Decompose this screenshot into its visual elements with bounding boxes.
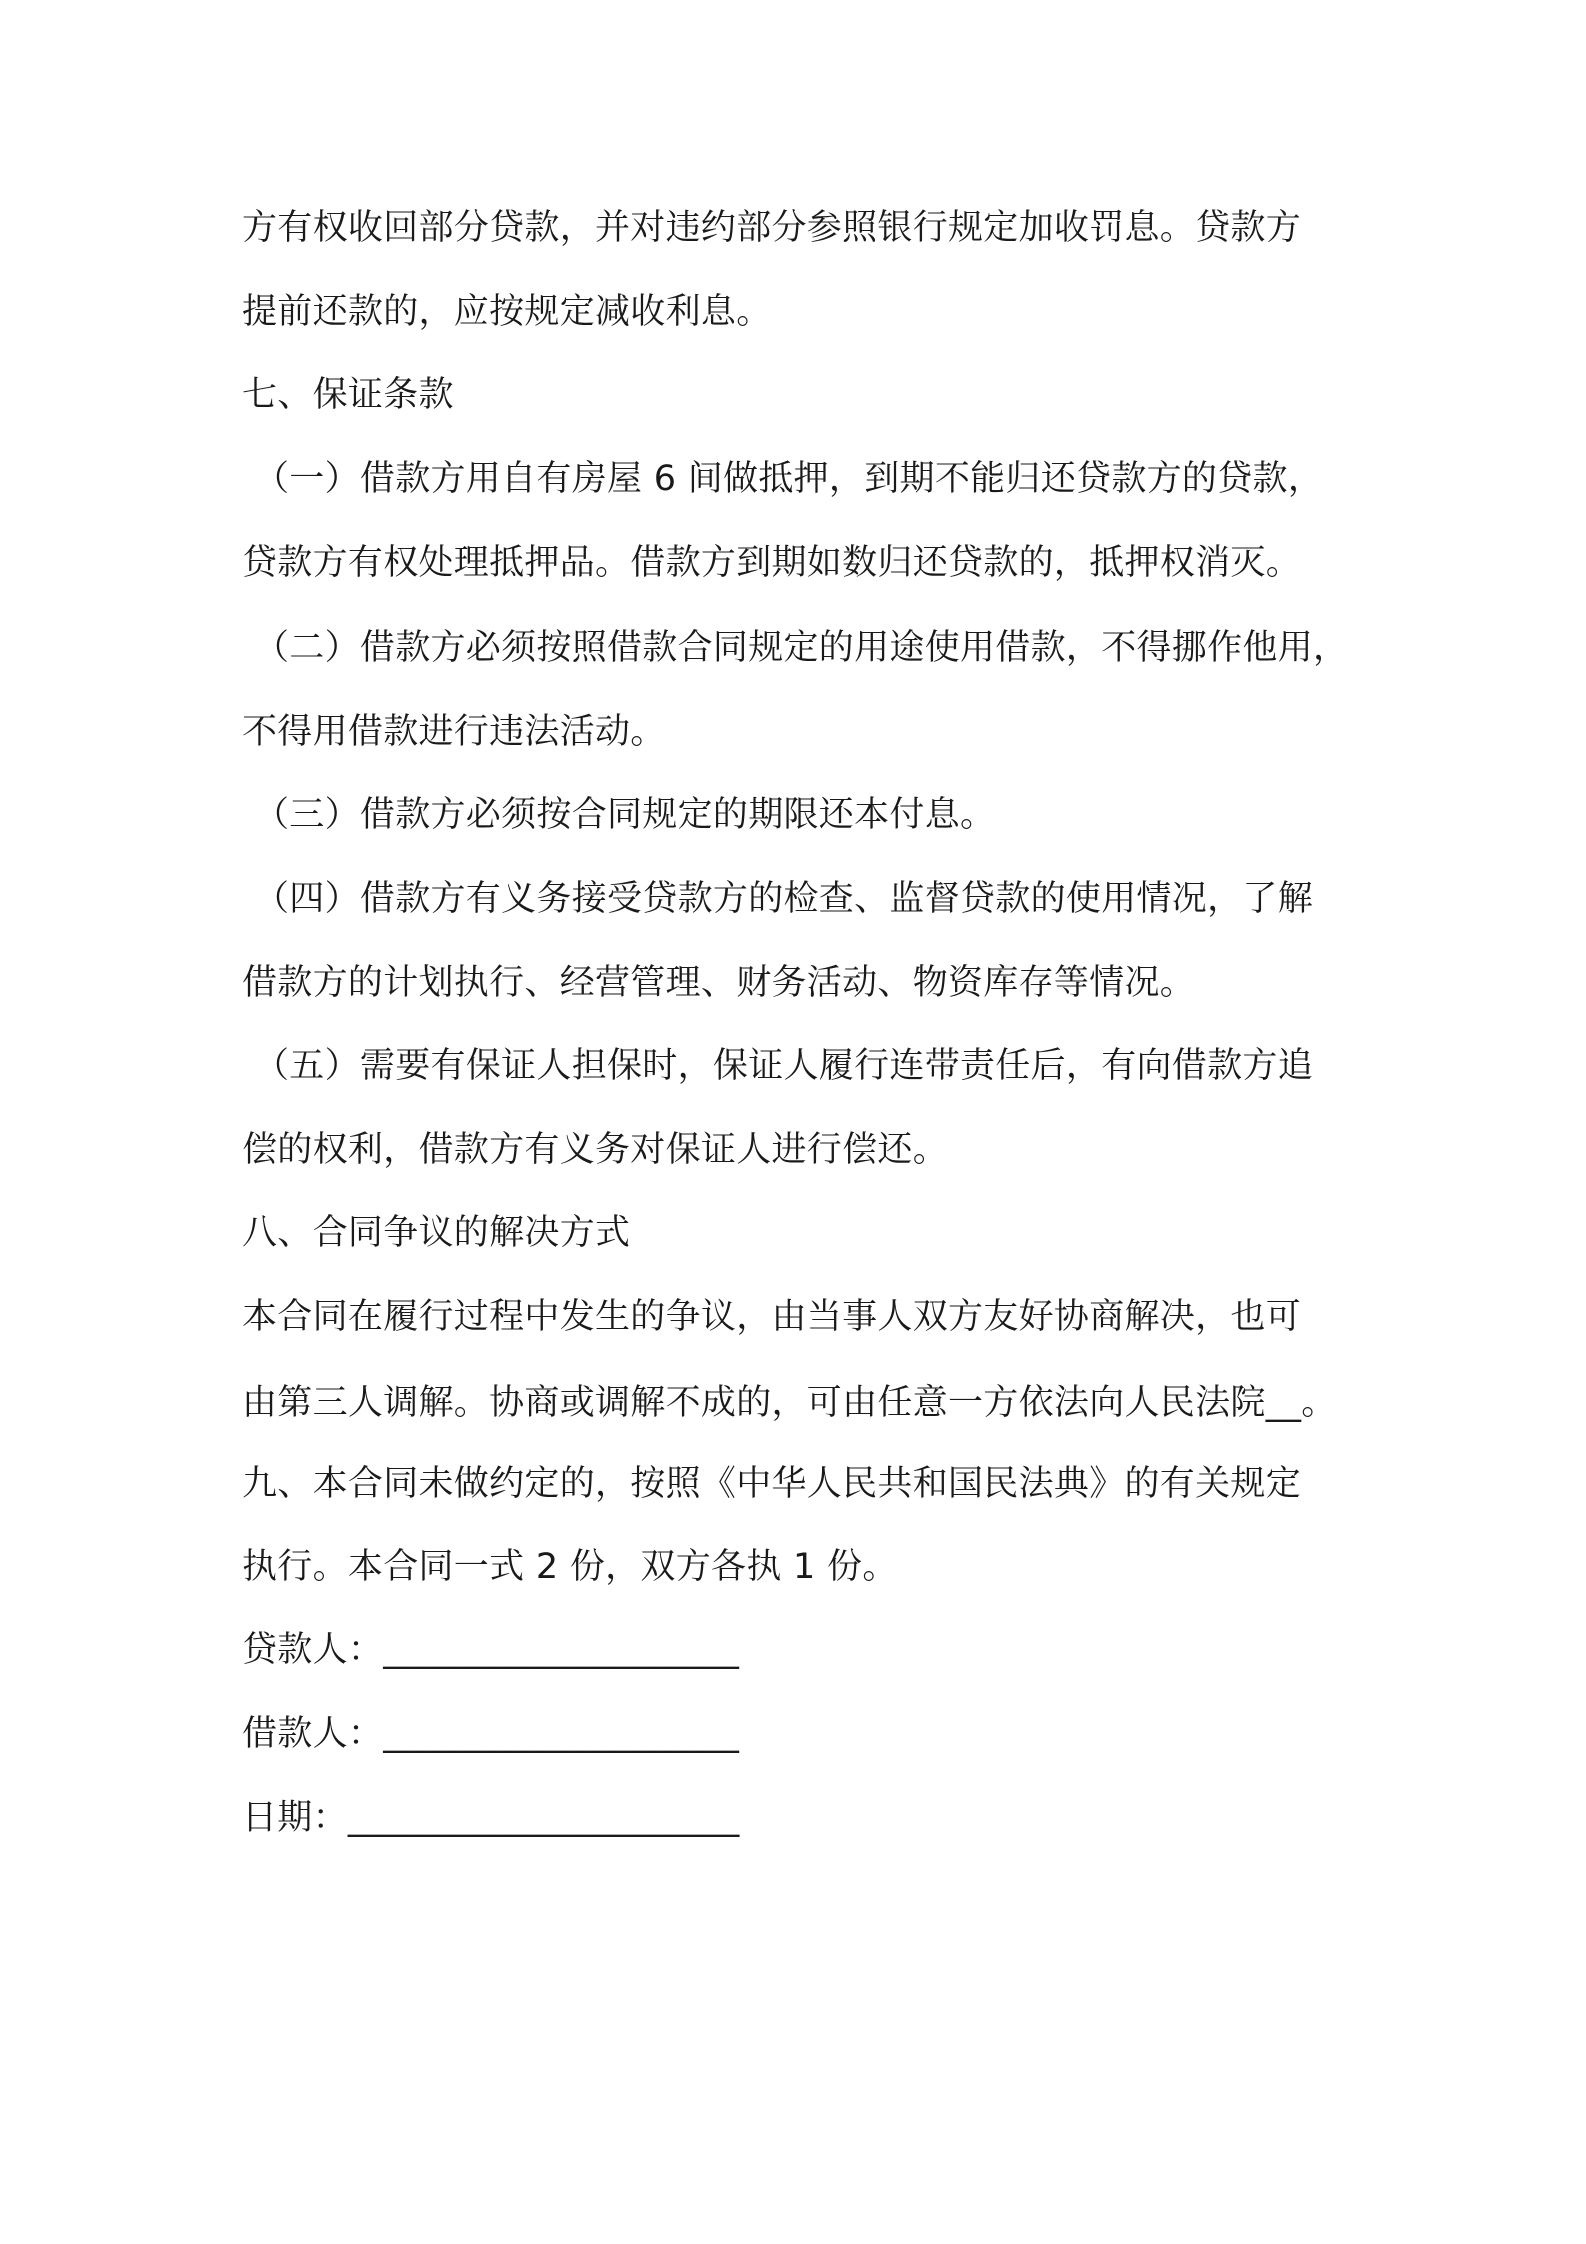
paragraph-line: 本合同在履行过程中发生的争议，由当事人双方友好协商解决，也可 xyxy=(242,1297,1302,1337)
paragraph-line: 由第三人调解。协商或调解不成的，可由任意一方依法向人民法院__。 xyxy=(242,1383,1337,1423)
paragraph-line: 提前还款的，应按规定减收利息。 xyxy=(242,292,772,332)
clause-line: 贷款方有权处理抵押品。借款方到期如数归还贷款的，抵押权消灭。 xyxy=(242,543,1302,583)
clause-line: 偿的权利，借款方有义务对保证人进行偿还。 xyxy=(242,1130,949,1170)
paragraph-line: 方有权收回部分贷款，并对违约部分参照银行规定加收罚息。贷款方 xyxy=(242,208,1302,248)
lender-signature-line: 贷款人：____________________ xyxy=(242,1630,740,1670)
section-heading: 九、本合同未做约定的，按照《中华人民共和国民法典》的有关规定 xyxy=(242,1464,1302,1504)
clause-line: （一）借款方用自有房屋 6 间做抵押，到期不能归还贷款方的贷款， xyxy=(254,459,1324,499)
clause-line: （二）借款方必须按照借款合同规定的用途使用借款，不得挪作他用， xyxy=(254,628,1349,668)
clause-line: 不得用借款进行违法活动。 xyxy=(242,712,666,752)
paragraph-line: 执行。本合同一式 2 份，双方各执 1 份。 xyxy=(242,1547,898,1587)
section-heading: 八、合同争议的解决方式 xyxy=(242,1213,631,1253)
section-heading: 七、保证条款 xyxy=(242,375,454,415)
clause-line: （五）需要有保证人担保时，保证人履行连带责任后，有向借款方追 xyxy=(254,1046,1314,1086)
date-line: 日期：______________________ xyxy=(242,1798,740,1838)
clause-line: 借款方的计划执行、经营管理、财务活动、物资库存等情况。 xyxy=(242,963,1196,1003)
clause-line: （三）借款方必须按合同规定的期限还本付息。 xyxy=(254,795,996,835)
borrower-signature-line: 借款人：____________________ xyxy=(242,1714,740,1754)
clause-line: （四）借款方有义务接受贷款方的检查、监督贷款的使用情况，了解 xyxy=(254,879,1314,919)
